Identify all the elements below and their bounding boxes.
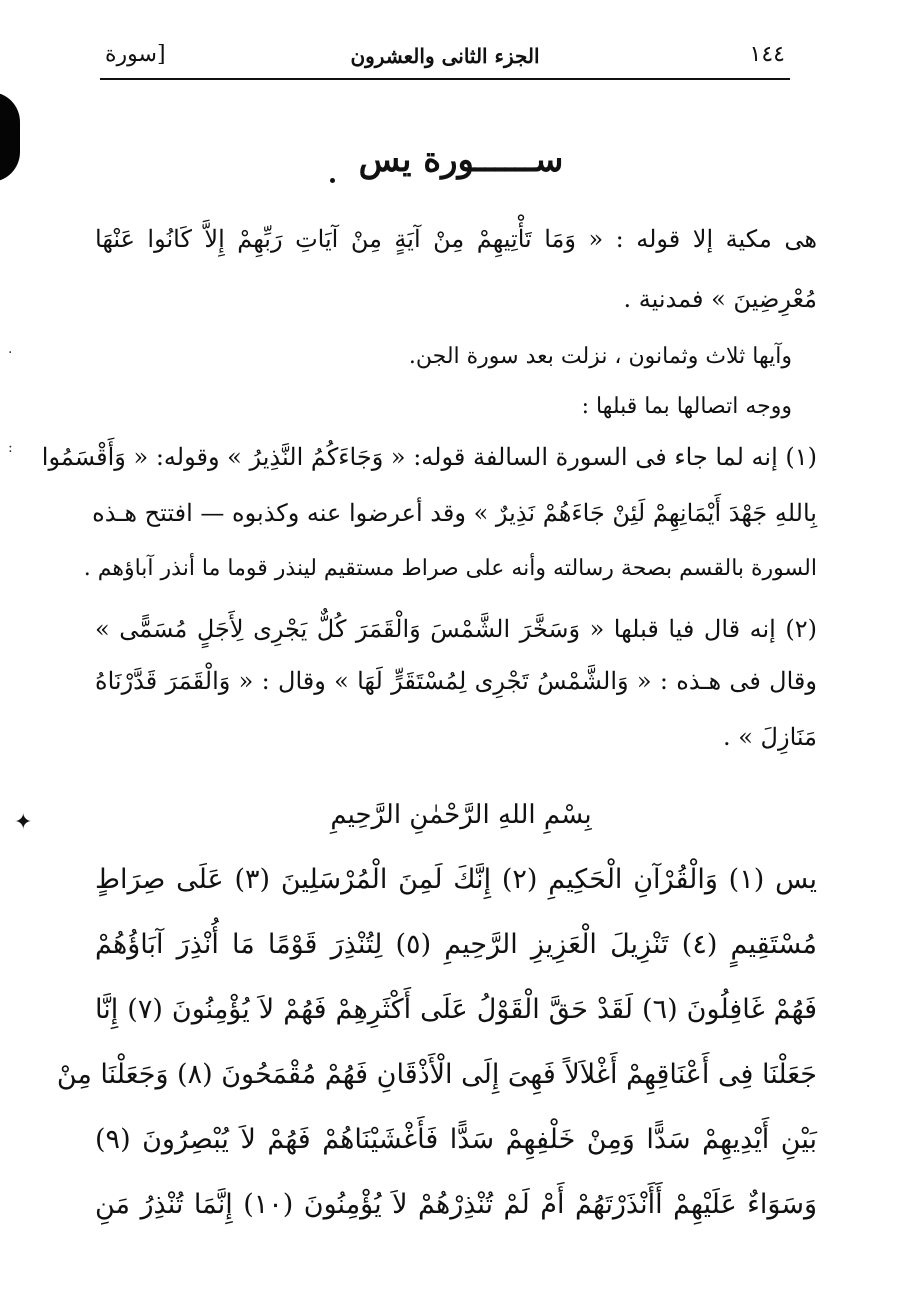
margin-speck: · xyxy=(8,345,13,361)
surah-title: ســــــورة يس xyxy=(358,140,564,180)
verse-line: مُسْتَقِيمٍ (٤) تَنْزِيلَ الْعَزِيزِ الرَّحِيمِ (٥) لِتُنْذِرَ قَوْمًا مَا أُنْذِرَ آبَاؤُهُمْ xyxy=(95,929,817,960)
title-ornament-dot xyxy=(330,178,335,183)
verse-line: وَسَوَاءٌ عَلَيْهِمْ أَأَنْذَرْتَهُمْ أَمْ لَمْ تُنْذِرْهُمْ لاَ يُؤْمِنُونَ (١٠) إِنَّمَا تُنْذِرُ مَنِ xyxy=(95,1189,817,1220)
verse-line: جَعَلْنَا فِى أَعْنَاقِهِمْ أَغْلاَلاً فَهِىَ إِلَى الْأَذْقَانِ فَهُمْ مُقْمَحُونَ (٨) وَجَعَلْنَا مِنْ xyxy=(56,1059,817,1090)
verse-line: يس (١) وَالْقُرْآنِ الْحَكِيمِ (٢) إِنَّكَ لَمِنَ الْمُرْسَلِينَ (٣) عَلَى صِرَاطٍ xyxy=(95,864,818,895)
point-two-line: وقال فى هـذه : « وَالشَّمْسُ تَجْرِى لِمُسْتَقَرٍّ لَهَا » وقال : « وَالْقَمَرَ قَدَّرْنَاهُ xyxy=(95,667,817,695)
point-one-line: بِاللهِ جَهْدَ أَيْمَانِهِمْ لَئِنْ جَاءَهُمْ نَذِيرٌ » وقد أعرضوا عنه وكذبوه — افتتح هـذه xyxy=(92,499,817,527)
intro-line: ووجه اتصالها بما قبلها : xyxy=(581,394,792,419)
header-surah-label: [سورة xyxy=(105,42,166,67)
verse-line: بَيْنِ أَيْدِيهِمْ سَدًّا وَمِنْ خَلْفِهِمْ سَدًّا فَأَغْشَيْنَاهُمْ فَهُمْ لاَ يُبْصِرُونَ (٩) xyxy=(95,1124,817,1155)
page-number: ١٤٤ xyxy=(749,42,785,67)
intro-line: هى مكية إلا قوله : « وَمَا تَأْتِيهِمْ مِنْ آيَةٍ مِنْ آيَاتِ رَبِّهِمْ إِلاَّ كَانُوا عَنْهَا xyxy=(95,225,817,253)
verse-line: فَهُمْ غَافِلُونَ (٦) لَقَدْ حَقَّ الْقَوْلُ عَلَى أَكْثَرِهِمْ فَهُمْ لاَ يُؤْمِنُونَ (٧) إِنَّا xyxy=(95,994,817,1025)
point-two-line: (٢) إنه قال فيا قبلها « وَسَخَّرَ الشَّمْسَ وَالْقَمَرَ كُلٌّ يَجْرِى لِأَجَلٍ مُسَمًّى » xyxy=(95,615,817,643)
point-one-line: (١) إنه لما جاء فى السورة السالفة قوله: « وَجَاءَكُمُ النَّذِيرُ » وقوله: « وَأَقْسَمُوا xyxy=(41,443,817,471)
intro-line: مُعْرِضِينَ » فمدنية . xyxy=(623,285,817,313)
part-title: الجزء الثانى والعشرون xyxy=(350,44,540,68)
header-rule xyxy=(100,78,790,80)
point-one-line: السورة بالقسم بصحة رسالته وأنه على صراط مستقيم لينذر قوما ما أنذر آباؤهم . xyxy=(83,556,817,581)
running-header xyxy=(105,38,785,78)
margin-star-mark: ✦ xyxy=(14,810,33,835)
basmala: بِسْمِ اللهِ الرَّحْمٰنِ الرَّحِيمِ xyxy=(330,800,592,830)
intro-line: وآيها ثلاث وثمانون ، نزلت بعد سورة الجن. xyxy=(408,344,792,369)
margin-speck: : xyxy=(8,440,13,456)
point-two-line: مَنَازِلَ » . xyxy=(722,723,817,751)
